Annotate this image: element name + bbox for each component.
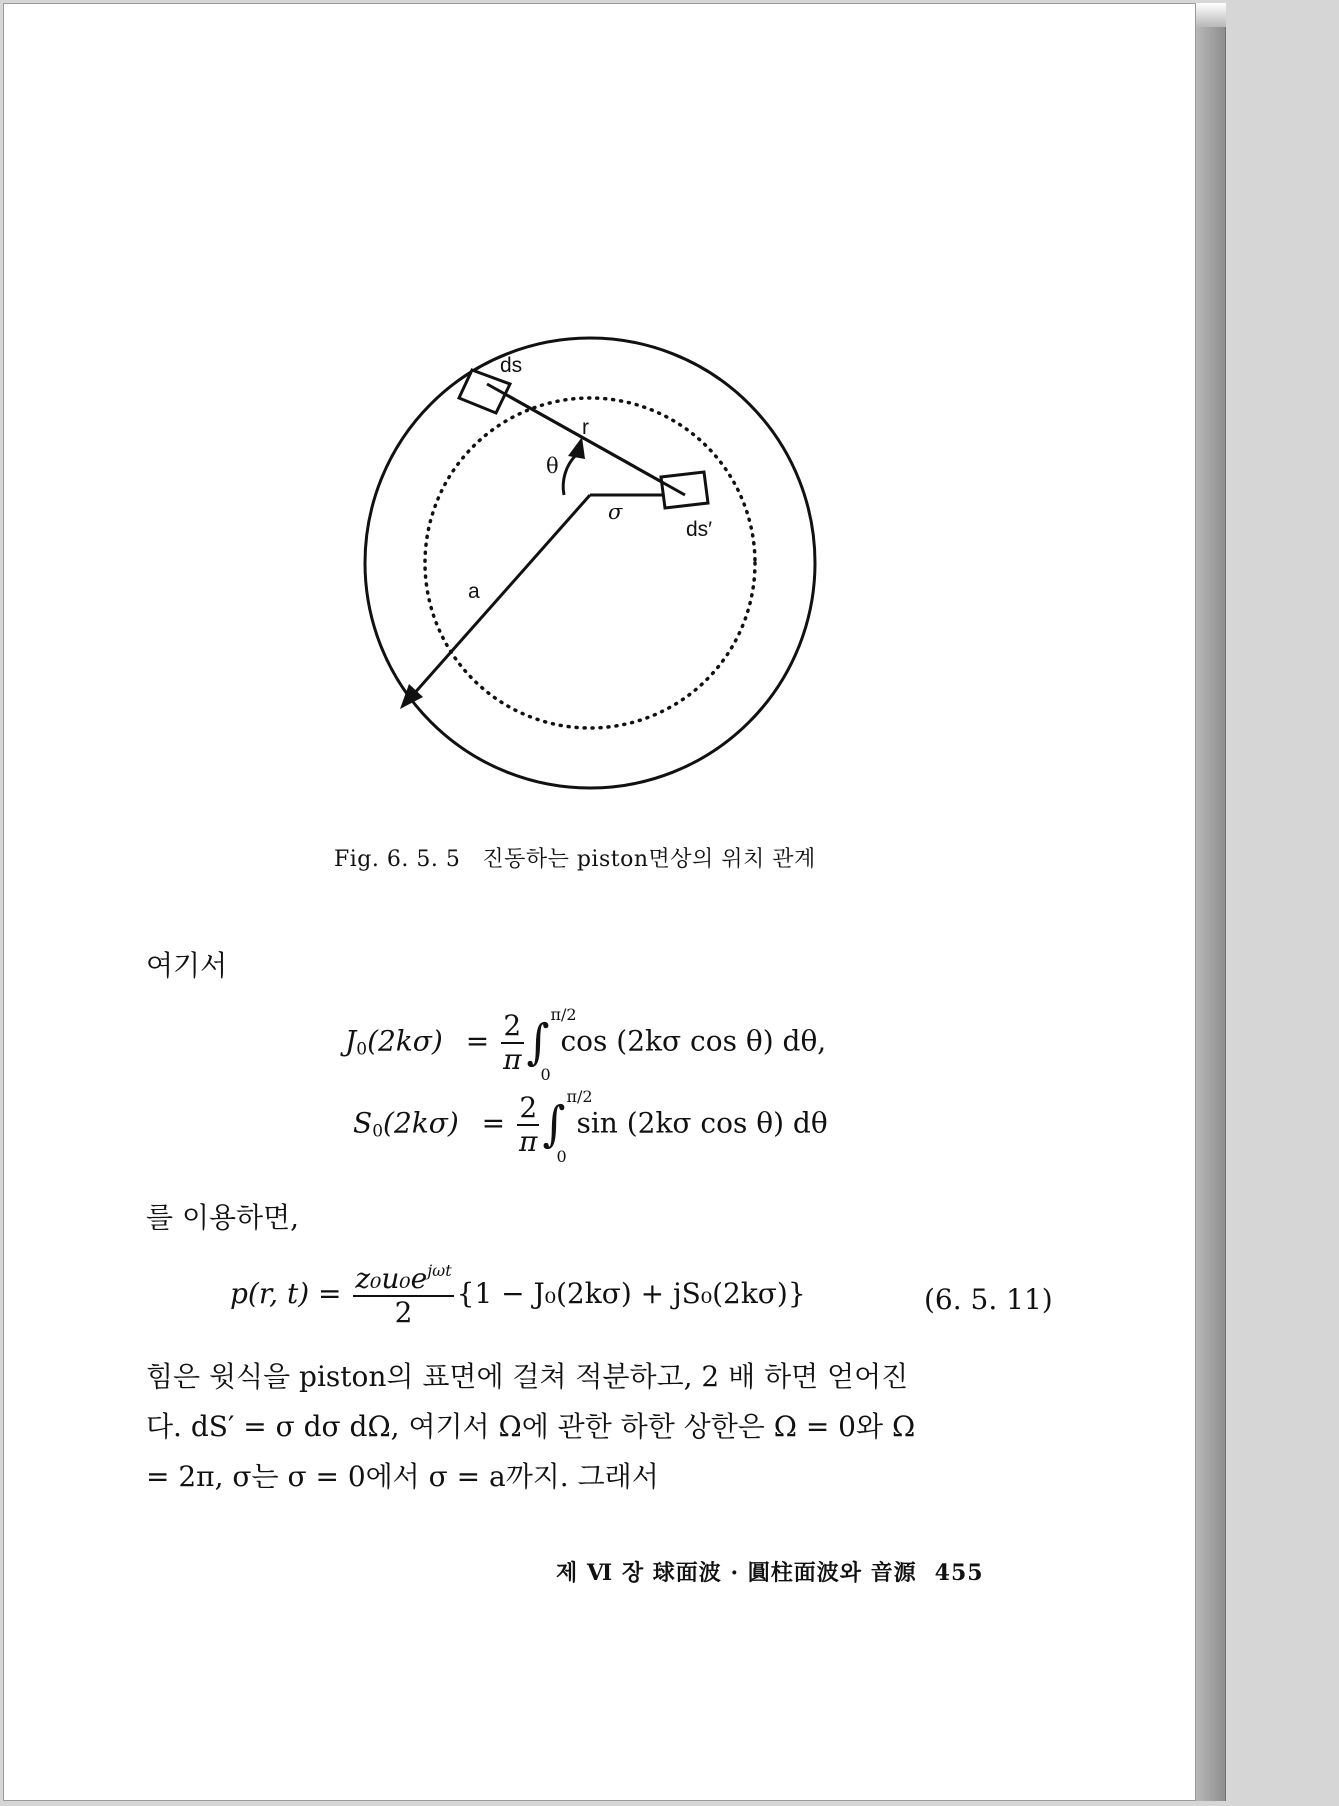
theta-arrowhead bbox=[568, 437, 585, 459]
running-footer bbox=[556, 1556, 984, 1587]
eq1-fraction: $\frac{2}{\pi}$ bbox=[503, 1009, 522, 1077]
theta-arc bbox=[563, 455, 576, 495]
label-r: r bbox=[582, 416, 589, 439]
eq2-arg: (2kσ) bbox=[383, 1106, 459, 1140]
label-a: a bbox=[468, 580, 480, 603]
equation-bessel-j0 bbox=[345, 1005, 827, 1085]
page-edge-highlight bbox=[1196, 3, 1226, 27]
outer-circle bbox=[365, 338, 815, 788]
eq2-fn: S bbox=[353, 1106, 373, 1140]
lead-text-2: 를 이용하면, bbox=[146, 1201, 300, 1234]
page-number: 455 bbox=[934, 1560, 984, 1586]
lead-text-1: 여기서 bbox=[146, 949, 228, 982]
eq3-fraction: $\frac{z_0u_0e^{j\omega t}}{2}$ bbox=[355, 1261, 452, 1330]
label-sigma: σ bbox=[608, 500, 623, 524]
piston-figure bbox=[326, 312, 866, 832]
paragraph-line-1: 힘은 윗식을 piston의 표면에 걸쳐 적분하고, 2 배 하면 얻어진 bbox=[146, 1360, 909, 1393]
equation-number: (6. 5. 11) bbox=[924, 1283, 1053, 1316]
equation-struve-s0 bbox=[353, 1087, 828, 1167]
equation-pressure bbox=[230, 1262, 806, 1329]
eq2-integral-icon: ∫ π/2 0 bbox=[542, 1087, 593, 1167]
label-theta: θ bbox=[546, 454, 559, 478]
figure-caption-text: 진동하는 piston면상의 위치 관계 bbox=[482, 847, 816, 872]
eq2-fraction: $\frac{2}{\pi}$ bbox=[519, 1091, 538, 1159]
paragraph-line-3: = 2π, σ는 σ = 0에서 σ = a까지. 그래서 bbox=[146, 1460, 659, 1493]
paragraph-line-2: 다. dS′ = σ dσ dΩ, 여기서 Ω에 관한 하한 상한은 Ω = 0와 Ω bbox=[146, 1410, 916, 1443]
dotted-circle bbox=[425, 398, 755, 728]
figure-caption-number: Fig. 6. 5. 5 bbox=[334, 847, 461, 872]
book-page bbox=[3, 3, 1196, 1801]
radius-a-line bbox=[412, 495, 590, 696]
label-ds: ds bbox=[500, 354, 523, 377]
eq1-fn: J bbox=[345, 1024, 357, 1058]
eq1-equals: = bbox=[465, 1024, 490, 1058]
figure-caption bbox=[328, 842, 816, 873]
running-title: 제 Ⅵ 장 球面波 · 圓柱面波와 音源 bbox=[556, 1560, 917, 1586]
label-ds-prime: ds′ bbox=[686, 518, 713, 541]
eq2-equals: = bbox=[481, 1106, 506, 1140]
eq2-integrand: sin (2kσ cos θ) dθ bbox=[576, 1106, 828, 1140]
eq3-rhs: {1 − J₀(2kσ) + jS₀(2kσ)} bbox=[456, 1277, 806, 1311]
r-line-overlay bbox=[487, 384, 685, 495]
ds-prime-element bbox=[661, 472, 708, 508]
eq1-integral-icon: ∫ π/2 0 bbox=[526, 1005, 577, 1085]
eq1-arg: (2kσ) bbox=[367, 1024, 443, 1058]
eq2-sub: 0 bbox=[372, 1121, 384, 1142]
eq1-integrand: cos (2kσ cos θ) dθ, bbox=[560, 1024, 827, 1058]
eq3-lhs: p(r, t) = bbox=[230, 1277, 342, 1311]
eq1-sub: 0 bbox=[356, 1039, 368, 1060]
page-edge-shadow bbox=[1196, 3, 1226, 1801]
